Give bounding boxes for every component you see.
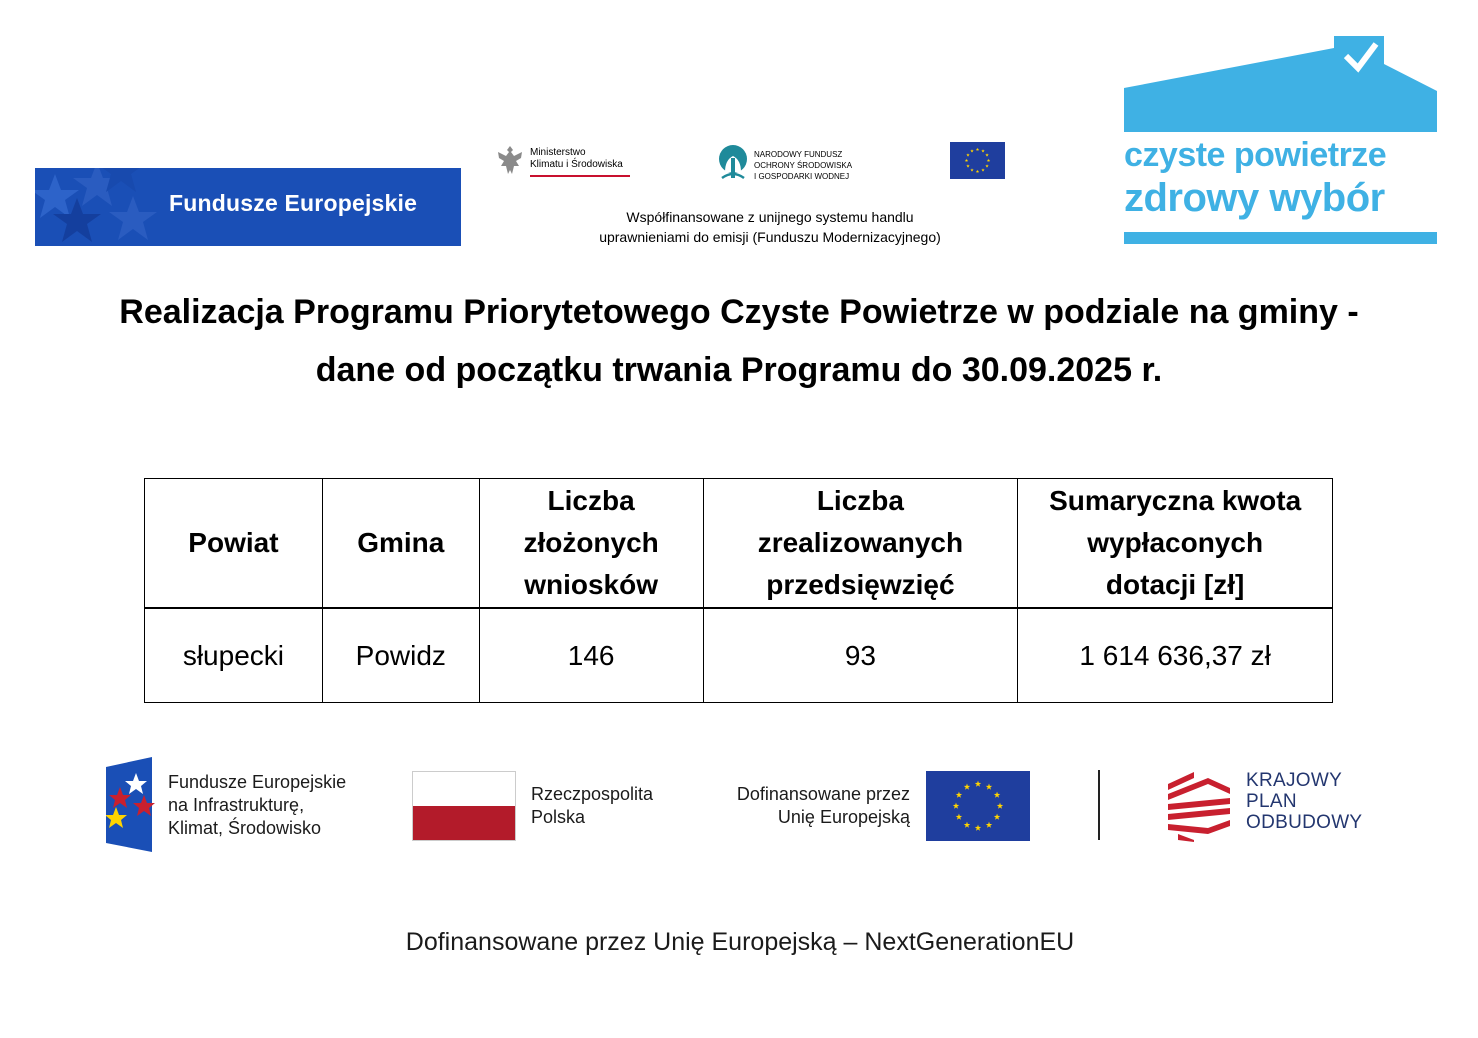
table-row <box>145 608 1333 703</box>
eu-star <box>970 149 973 152</box>
dof-line-2: Unię Europejską <box>777 807 910 827</box>
eagle-icon <box>494 144 526 178</box>
cell-przedsiewziecia: 93 <box>703 608 1018 703</box>
eu-star <box>981 168 984 171</box>
header-line: Liczba <box>547 485 635 516</box>
czyste-powietrze-logo <box>1124 36 1437 248</box>
kpo-line-2: PLAN <box>1246 791 1297 812</box>
eu-star <box>986 822 992 828</box>
feniks-text <box>168 771 346 840</box>
header-liczba-wnioskow <box>479 479 703 609</box>
cell-gmina: Powidz <box>322 608 479 703</box>
cofinanced-line-2: uprawnieniami do emisji (Funduszu Modernizacyjnego) <box>599 229 941 245</box>
header-line: zrealizowanych <box>757 527 964 558</box>
flag-red-stripe <box>413 806 515 840</box>
nfosigw-line-1: NARODOWY FUNDUSZ <box>754 150 843 159</box>
cofinanced-line-1: Współfinansowane z unijnego systemu handlu <box>626 209 914 225</box>
eu-star <box>976 170 979 173</box>
kpo-line-1: KRAJOWY <box>1246 770 1343 791</box>
eu-star <box>985 164 988 167</box>
dof-line-1: Dofinansowane przez <box>736 784 910 804</box>
eu-star <box>970 168 973 171</box>
header-line: wypłaconych <box>1087 527 1264 558</box>
header-kwota-dotacji <box>1018 479 1333 609</box>
header-gmina <box>322 479 479 609</box>
nfosigw-logo <box>716 144 876 184</box>
rp-line-1: Rzeczpospolita <box>531 784 654 804</box>
header-line: wniosków <box>524 569 658 600</box>
nfosigw-line-2: OCHRONY ŚRODOWISKA <box>754 161 853 170</box>
header-line: Liczba <box>816 485 904 516</box>
nfosigw-line-3: I GOSPODARKI WODNEJ <box>754 172 850 181</box>
header-line: Gmina <box>357 527 445 558</box>
eu-star <box>964 784 970 790</box>
kpo-stripes-icon <box>1168 770 1232 842</box>
ministry-red-bar <box>530 175 630 177</box>
eu-flag-small <box>950 142 1005 179</box>
header-line: Sumaryczna kwota <box>1049 485 1302 516</box>
feniks-stars-icon <box>106 757 162 852</box>
header-liczba-przedsiewziec <box>703 479 1018 609</box>
feniks-line-1: Fundusze Europejskie <box>168 772 347 792</box>
nfosigw-name <box>754 149 852 182</box>
eu-star <box>956 814 962 820</box>
ministry-name <box>530 147 623 171</box>
title-line-2: dane od początku trwania Programu do 30.09.2025 r. <box>315 351 1163 389</box>
feniks-logo <box>106 757 376 852</box>
header-line: złożonych <box>523 527 659 558</box>
cell-powiat: słupecki <box>145 608 323 703</box>
ministry-logo <box>494 144 639 182</box>
eu-star <box>987 159 990 162</box>
cell-kwota: 1 614 636,37 zł <box>1018 608 1333 703</box>
ministry-line-1: Ministerstwo <box>530 147 586 158</box>
eu-stars-icon <box>926 771 1030 841</box>
kpo-text <box>1246 770 1362 833</box>
header-line: dotacji [zł] <box>1105 569 1245 600</box>
eu-star <box>975 781 981 787</box>
eu-star <box>981 149 984 152</box>
eu-star <box>985 153 988 156</box>
eu-star <box>994 792 1000 798</box>
feniks-line-3: Klimat, Środowisko <box>168 818 322 838</box>
nextgeneration-eu-text: Dofinansowane przez Unię Europejską – NextGenerationEU <box>405 928 1075 956</box>
eu-star <box>965 159 968 162</box>
cofinanced-text <box>520 207 1020 247</box>
flag-white-stripe <box>413 772 515 806</box>
kpo-logo <box>1168 770 1388 842</box>
eu-star <box>966 164 969 167</box>
kpo-line-3: ODBUDOWY <box>1246 812 1363 833</box>
fe-stars-logo <box>35 168 165 246</box>
polish-flag <box>412 771 516 841</box>
eu-star <box>986 784 992 790</box>
eu-star <box>956 792 962 798</box>
eu-star <box>975 825 981 831</box>
title-line-1: Realizacja Programu Priorytetowego Czyste Powietrze w podziale na gminy - <box>119 293 1359 331</box>
feniks-line-2: na Infrastrukturę, <box>168 795 305 815</box>
header-line: Powiat <box>188 527 279 558</box>
fundusze-europejskie-banner <box>35 168 461 246</box>
dofinansowane-text <box>690 783 910 829</box>
rzeczpospolita-polska-text <box>531 783 653 829</box>
eu-flag <box>926 771 1030 841</box>
rp-line-2: Polska <box>531 807 586 827</box>
eu-star <box>997 803 1003 809</box>
header-powiat <box>145 479 323 609</box>
logo-divider <box>1098 770 1100 840</box>
eu-star <box>964 822 970 828</box>
cp-logo-line-2: zdrowy wybór <box>1124 176 1385 220</box>
results-table <box>144 478 1333 703</box>
ministry-line-2: Klimatu i Środowiska <box>530 159 623 170</box>
eu-stars-icon <box>950 142 1005 179</box>
page-title <box>20 283 1458 399</box>
cp-logo-line-1: czyste powietrze <box>1124 136 1387 174</box>
eu-star <box>976 148 979 151</box>
header-line: przedsięwzięć <box>766 569 955 600</box>
eu-star <box>953 803 959 809</box>
fe-banner-label: Fundusze Europejskie <box>169 190 418 216</box>
cell-wnioski: 146 <box>479 608 703 703</box>
table-header-row <box>145 479 1333 609</box>
eu-star <box>966 153 969 156</box>
eu-star <box>994 814 1000 820</box>
nfosigw-icon <box>716 144 750 180</box>
